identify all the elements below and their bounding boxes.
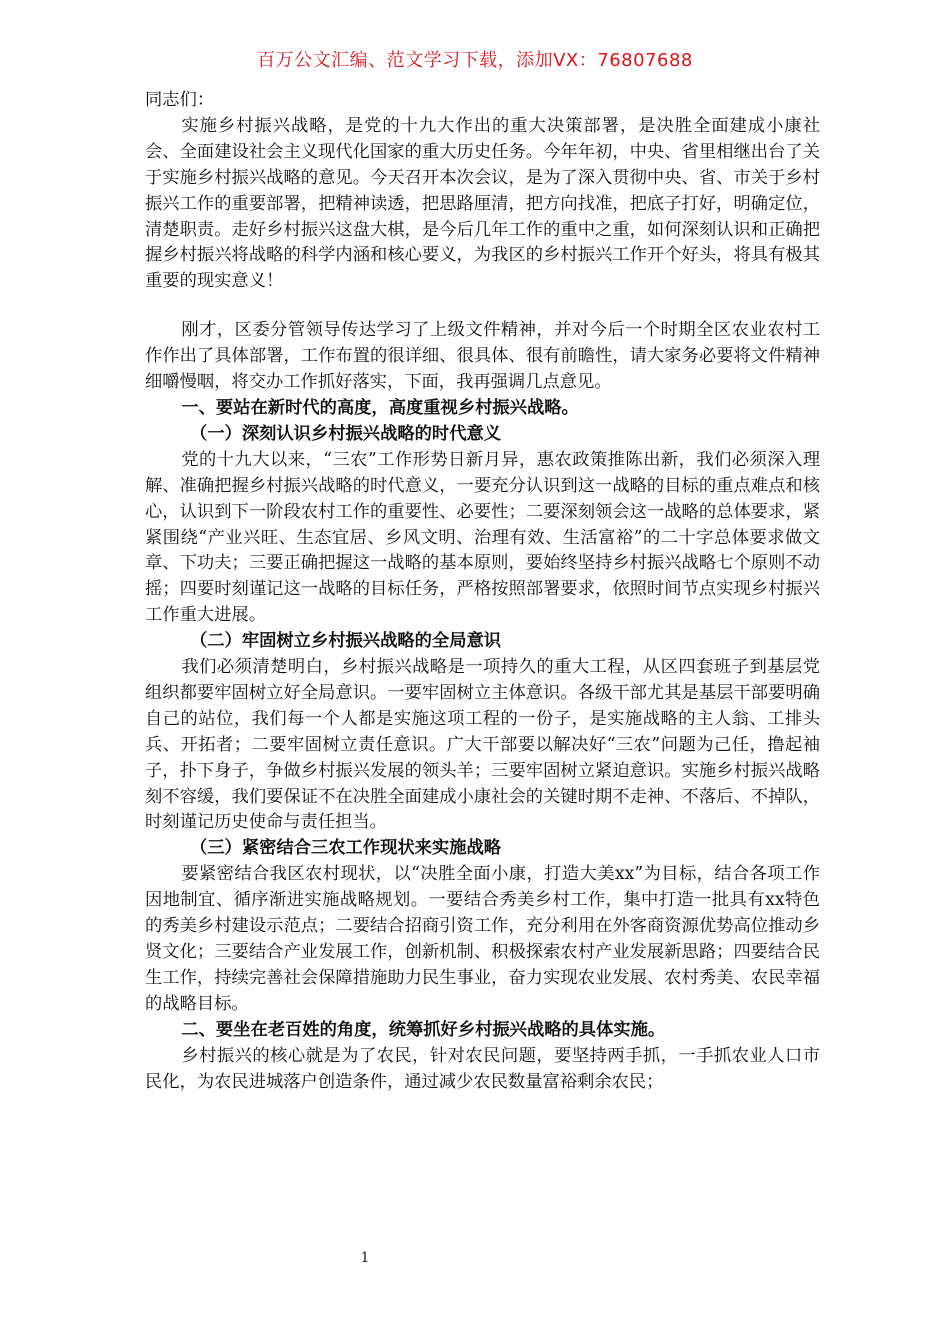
section-heading-1: 一、要站在新时代的高度，高度重视乡村振兴战略。: [181, 397, 579, 418]
section-heading-2: 二、要坐在老百姓的角度，统筹抓好乡村振兴战略的具体实施。: [181, 1019, 666, 1040]
subsection-heading-1-3: （三）紧密结合三农工作现状来实施战略: [189, 838, 502, 859]
paragraph-2: 乡村振兴的核心就是为了农民，针对农民问题，要坚持两手抓，一手抓农业人口市民化，为农民进城落户创造条件，通过减少农民数量富裕剩余农民；: [145, 1045, 820, 1092]
salutation: 同志们：: [145, 90, 215, 110]
paragraph-1-3: 要紧密结合我区农村现状，以“决胜全面小康，打造大美xx”为目标，结合各项工作因地制宜、循序渐进实施战略规划。一要结合秀美乡村工作，集中打造一批具有xx特色的秀美乡村建设示范点；二要结合招商引资工作，充分利用在外客商资源优势高位推动乡贤文化；三要结合产业发展工作，创新机制、积极探索农村产业发展新思路；四要结合民生工作，持续完善社会保障措施助力民生事业，奋力实现农业发展、农村秀美、农民幸福的战略目标。: [145, 864, 820, 1014]
page-number: 1: [360, 1250, 370, 1266]
paragraph-context: 刚才，区委分管领导传达学习了上级文件精神，并对今后一个时期全区农业农村工作作出了具体部署，工作布置的很详细、很具体、很有前瞻性，请大家务必要将文件精神细嚼慢咽，将交办工作抓好落实，下面，我再强调几点意见。: [145, 320, 820, 393]
document-body: [145, 88, 820, 1095]
paragraph-intro: 实施乡村振兴战略，是党的十九大作出的重大决策部署，是决胜全面建成小康社会、全面建设社会主义现代化国家的重大历史任务。今年年初，中央、省里相继出台了关于实施乡村振兴战略的意见。今天召开本次会议，是为了深入贯彻中央、省、市关于乡村振兴工作的重要部署，把精神读透，把思路厘清，把方向找准，把底子打好，明确定位，清楚职责。走好乡村振兴这盘大棋，是今后几年工作的重中之重，如何深刻认识和正确把握乡村振兴将战略的科学内涵和核心要义，为我区的乡村振兴工作开个好头，将具有极其重要的现实意义！: [145, 115, 820, 292]
subsection-heading-1-1: （一）深刻认识乡村振兴战略的时代意义: [189, 423, 502, 444]
paragraph-1-2: 我们必须清楚明白，乡村振兴战略是一项持久的重大工程，从区四套班子到基层党组织都要牢固树立好全局意识。一要牢固树立主体意识。各级干部尤其是基层干部要明确自己的站位，我们每一个人都是实施这项工程的一份子，是实施战略的主人翁、工排头兵、开拓者；二要牢固树立责任意识。广大干部要以解决好“三农”问题为己任，撸起袖子，扑下身子，争做乡村振兴发展的领头羊；三要牢固树立紧迫意识。实施乡村振兴战略刻不容缓，我们要保证不在决胜全面建成小康社会的关键时期不走神、不落后、不掉队，时刻谨记历史使命与责任担当。: [145, 657, 820, 833]
subsection-heading-1-2: （二）牢固树立乡村振兴战略的全局意识: [189, 631, 502, 652]
watermark-banner: 百万公文汇编、范文学习下载，添加VX：76807688: [257, 50, 693, 71]
paragraph-1-1: 党的十九大以来，“三农”工作形势日新月异，惠农政策推陈出新，我们必须深入理解、准确把握乡村振兴战略的时代意义，一要充分认识到这一战略的目标的重点难点和核心，认识到下一阶段农村工作的重要性、必要性；二要深刻领会这一战略的总体要求，紧紧围绕“产业兴旺、生态宜居、乡风文明、治理有效、生活富裕”的二十字总体要求做文章、下功夫；三要正确把握这一战略的基本原则，要始终坚持乡村振兴战略七个原则不动摇；四要时刻谨记这一战略的目标任务，严格按照部署要求，依照时间节点实现乡村振兴工作重大进展。: [145, 449, 820, 626]
